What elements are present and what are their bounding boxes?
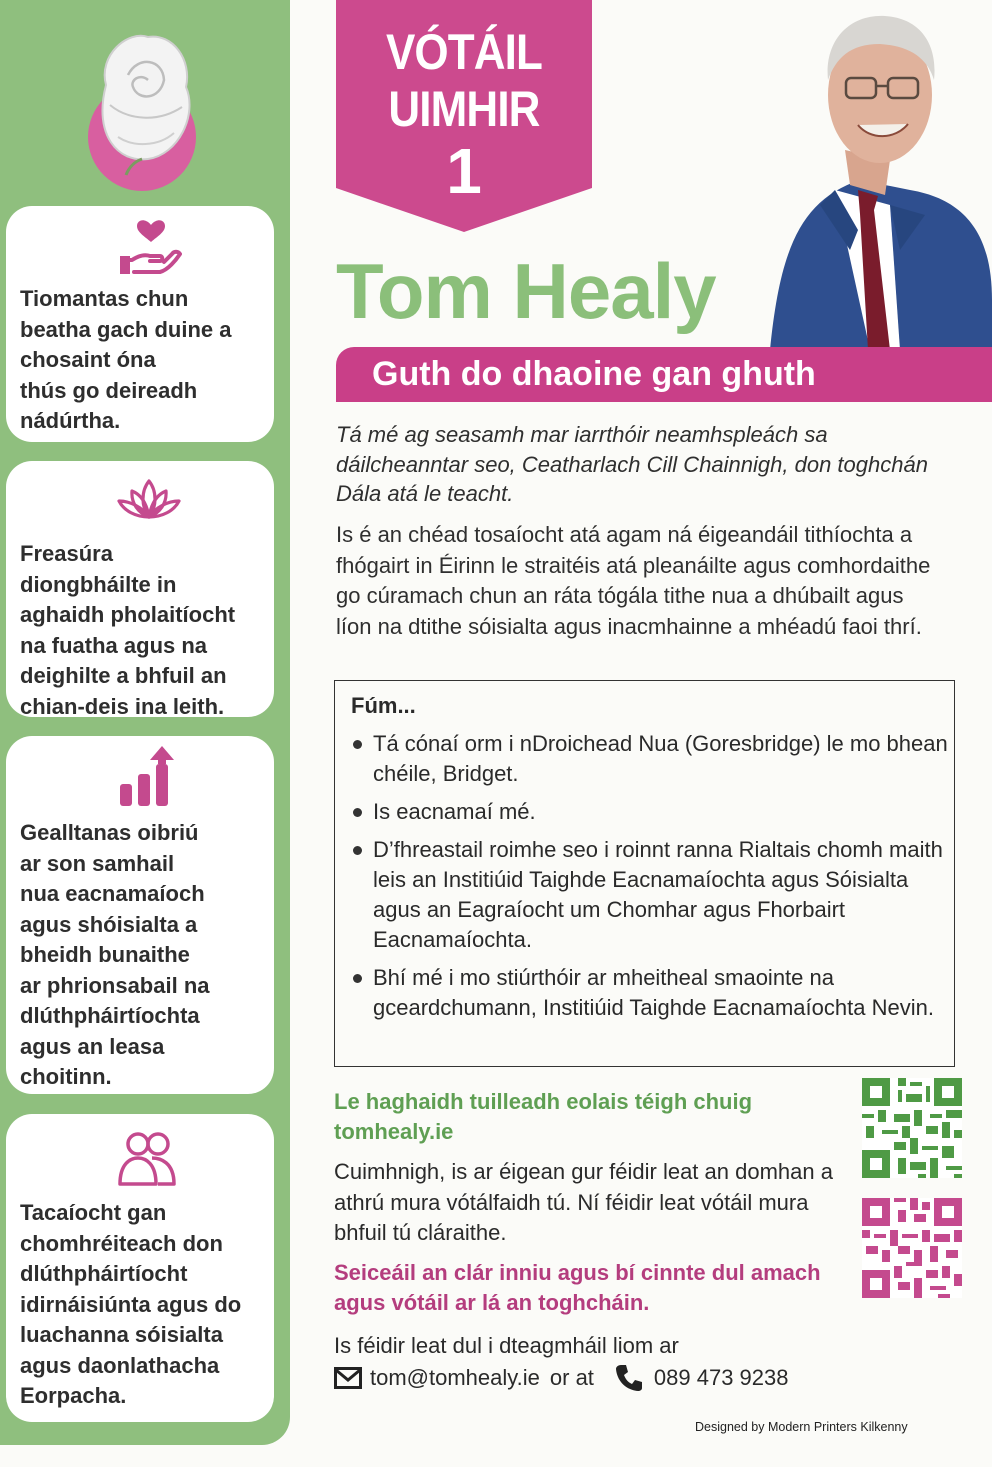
about-heading: Fúm... [351, 693, 416, 718]
website-link[interactable]: tomhealy.ie [334, 1119, 454, 1144]
contact-intro: Is féidir leat dul i dteagmháil liom ar [334, 1333, 679, 1358]
pledge-card-life [6, 206, 274, 442]
people-icon [116, 1128, 178, 1188]
about-item: D’fhreastail roimhe seo i roinnt ranna Rialtais chomh maith leis an Institiúid Taighde Eacnamaíochta agus Sóisialta agus an Eagraíocht um Chomhar agus Fhorbairt Eacnamaíochta. [351, 835, 954, 955]
pledge-card-europe [6, 1114, 274, 1422]
envelope-icon [334, 1367, 362, 1389]
candidate-photo [750, 0, 992, 350]
qr-code-green[interactable] [862, 1078, 962, 1178]
about-item: Bhí mé i mo stiúrthóir ar mheitheal smaointe na gceardchumann, Institiúid Taighde Eacnamaíochta Nevin. [351, 963, 954, 1023]
more-info-text: Le haghaidh tuilleadh eolais téigh chuig [334, 1089, 753, 1114]
or-at-text: or at [549, 1365, 594, 1390]
check-register-text: Seiceáil an clár inniu agus bí cinnte dul amach agus vótáil ar lá an toghcháin. [334, 1260, 821, 1315]
vote-line-3: 1 [446, 135, 482, 207]
pledge-card-economy [6, 736, 274, 1094]
pledge-text: Tiomantas chun beatha gach duine a chosaint óna thús go deireadh nádúrtha. [20, 286, 232, 433]
phone-icon [614, 1363, 644, 1393]
phone-number[interactable]: 089 473 9238 [653, 1365, 789, 1390]
about-item: Tá cónaí orm i nDroichead Nua (Goresbridge) le mo bhean chéile, Bridget. [351, 729, 954, 789]
remember-paragraph: Cuimhnigh, is ar éigean gur féidir leat an domhan a athrú mura vótálfaidh tú. Ní féidir leat vótáil mura bhfuil tú cláraithe. [334, 1159, 833, 1245]
contact-row [334, 1363, 894, 1393]
heart-hand-icon [120, 216, 182, 278]
vote-banner [336, 24, 592, 207]
priority-paragraph: Is é an chéad tosaíocht atá agam ná éigeandáil tithíochta a fhógairt in Éirinn le straitéis atá pleanáilte agus comhordaithe go cúramach chun an ráta tógála tithe nua a dhúbailt agus líon na dtithe sóisialta agus inacmhainne a mhéadú faoi thrí. [336, 522, 931, 639]
pledge-text: Gealltanas oibriú ar son samhail nua eacnamaíoch agus shóisialta a bheidh bunaithe ar phrionsabail na dlúthpháirtíochta agus an leasa choitinn. [20, 820, 210, 1089]
designer-credit: Designed by Modern Printers Kilkenny [695, 1420, 908, 1434]
qr-code-pink[interactable] [862, 1198, 962, 1298]
lotus-icon [116, 477, 182, 521]
pledge-text: Freasúra diongbháilte in aghaidh pholaitíocht na fuatha agus na deighilte a bhfuil an chian-deis ina leith. [20, 541, 236, 719]
about-box [334, 680, 955, 1067]
about-list [351, 729, 954, 1023]
pledge-text: Tacaíocht gan chomhréiteach don dlúthpháirtíocht idirnáisiúnta agus do luachanna sóisialta agus daonlathacha Eorpacha. [20, 1200, 242, 1408]
tagline: Guth do dhaoine gan ghuth [336, 347, 992, 402]
more-info [334, 1087, 834, 1147]
about-item: Is eacnamaí mé. [351, 797, 954, 827]
vote-line-2: UIMHIR [388, 81, 540, 137]
email-link[interactable]: tom@tomhealy.ie [370, 1365, 540, 1390]
pledge-card-hate [6, 461, 274, 717]
rose-image [88, 25, 196, 193]
vote-line-1: VÓTÁIL [385, 24, 543, 80]
growth-chart-icon [116, 744, 176, 808]
intro-paragraph: Tá mé ag seasamh mar iarrthóir neamhspleách sa dáilcheanntar seo, Ceatharlach Cill Chainnigh, don toghchán Dála atá le teacht. [336, 422, 928, 506]
candidate-name: Tom Healy [336, 247, 716, 335]
contact-section [334, 1331, 894, 1393]
